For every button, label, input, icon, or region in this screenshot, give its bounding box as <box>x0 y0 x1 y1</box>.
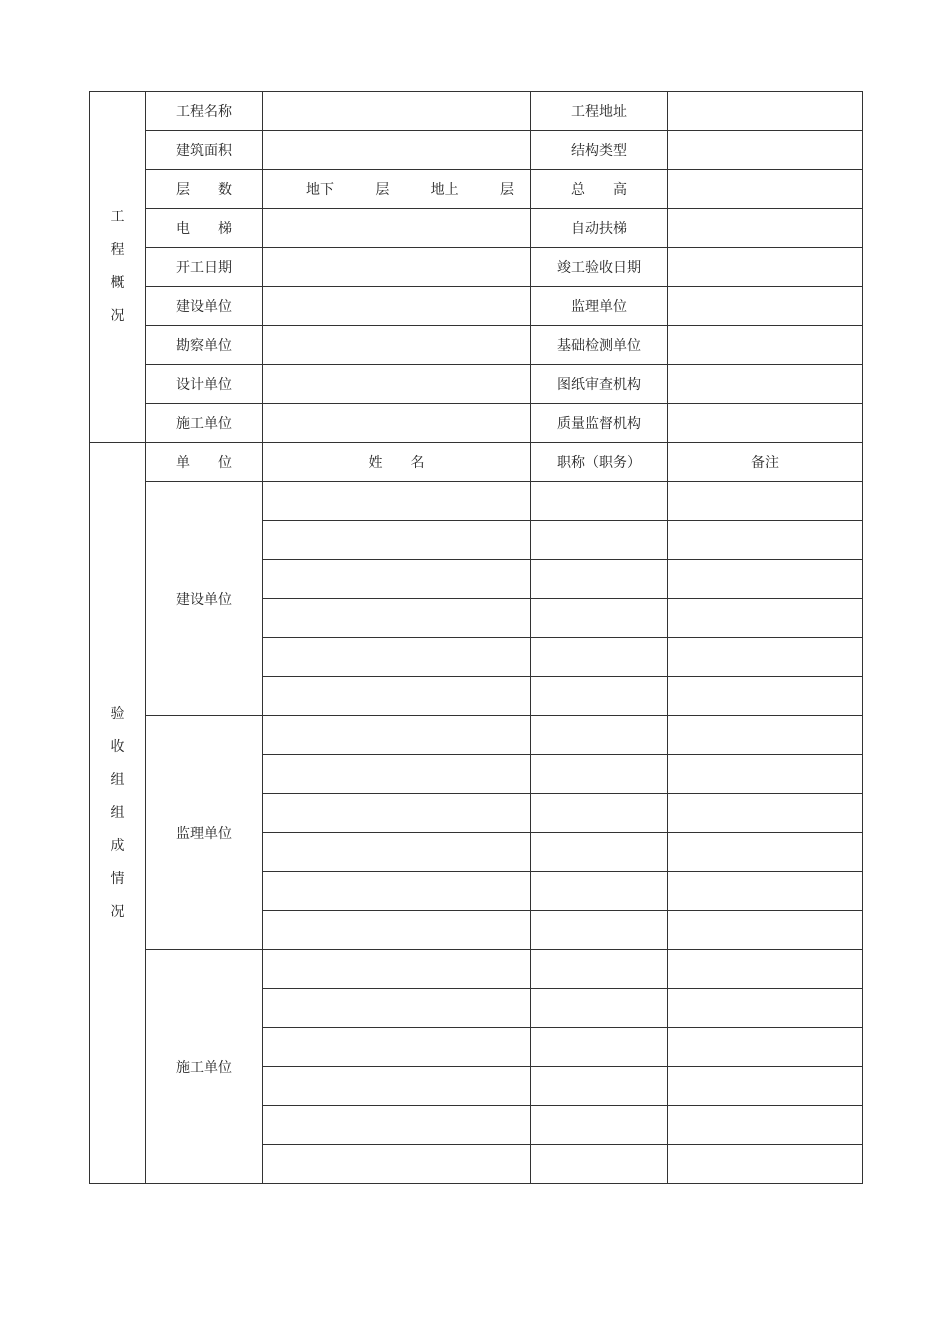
member-title-cell[interactable] <box>531 755 668 794</box>
member-title-cell[interactable] <box>531 950 668 989</box>
member-title-cell[interactable] <box>531 716 668 755</box>
committee-row <box>90 482 863 521</box>
committee-section-label <box>90 443 146 1184</box>
overview-row <box>90 326 863 365</box>
field-value[interactable] <box>668 404 863 443</box>
member-title-cell[interactable] <box>531 1067 668 1106</box>
member-title-cell[interactable] <box>531 1145 668 1184</box>
field-value[interactable] <box>668 248 863 287</box>
field-label: 基础检测单位 <box>531 326 668 365</box>
member-remark-cell[interactable] <box>668 989 863 1028</box>
member-title-cell[interactable] <box>531 677 668 716</box>
member-remark-cell[interactable] <box>668 677 863 716</box>
field-value[interactable] <box>263 326 531 365</box>
member-remark-cell[interactable] <box>668 794 863 833</box>
field-label: 工程名称 <box>146 92 263 131</box>
field-label: 开工日期 <box>146 248 263 287</box>
member-name-cell[interactable] <box>263 755 531 794</box>
field-value[interactable] <box>668 209 863 248</box>
member-name-cell[interactable] <box>263 677 531 716</box>
overview-row <box>90 209 863 248</box>
member-remark-cell[interactable] <box>668 1106 863 1145</box>
header-name: 姓 名 <box>263 443 531 482</box>
group-unit-label: 监理单位 <box>146 716 263 950</box>
field-value[interactable] <box>668 131 863 170</box>
field-value[interactable] <box>668 287 863 326</box>
header-unit: 单 位 <box>146 443 263 482</box>
field-value[interactable] <box>263 287 531 326</box>
field-label: 监理单位 <box>531 287 668 326</box>
floors-underground: 地下 <box>306 182 334 198</box>
committee-section-text: 验收组组成情况 <box>110 705 125 920</box>
field-value[interactable] <box>263 365 531 404</box>
field-label: 建筑面积 <box>146 131 263 170</box>
member-title-cell[interactable] <box>531 989 668 1028</box>
header-title: 职称（职务） <box>531 443 668 482</box>
floors-floor2: 层 <box>499 182 514 198</box>
member-remark-cell[interactable] <box>668 560 863 599</box>
member-remark-cell[interactable] <box>668 1067 863 1106</box>
field-value[interactable] <box>263 404 531 443</box>
overview-row <box>90 365 863 404</box>
member-remark-cell[interactable] <box>668 638 863 677</box>
field-label: 竣工验收日期 <box>531 248 668 287</box>
member-title-cell[interactable] <box>531 1028 668 1067</box>
member-title-cell[interactable] <box>531 911 668 950</box>
field-value[interactable] <box>668 170 863 209</box>
field-label: 自动扶梯 <box>531 209 668 248</box>
overview-row <box>90 170 863 209</box>
overview-section-label <box>90 92 146 443</box>
overview-row <box>90 248 863 287</box>
field-value[interactable] <box>263 170 531 209</box>
field-label: 施工单位 <box>146 404 263 443</box>
floors-aboveground: 地上 <box>430 182 459 198</box>
member-name-cell[interactable] <box>263 599 531 638</box>
member-name-cell[interactable] <box>263 833 531 872</box>
field-label: 总 高 <box>531 170 668 209</box>
member-name-cell[interactable] <box>263 950 531 989</box>
member-remark-cell[interactable] <box>668 755 863 794</box>
floors-floor1: 层 <box>375 182 390 198</box>
field-label: 建设单位 <box>146 287 263 326</box>
floors-inline <box>263 179 530 199</box>
member-remark-cell[interactable] <box>668 716 863 755</box>
member-remark-cell[interactable] <box>668 599 863 638</box>
committee-header-row <box>90 443 863 482</box>
member-title-cell[interactable] <box>531 1106 668 1145</box>
member-name-cell[interactable] <box>263 1028 531 1067</box>
committee-row <box>90 950 863 989</box>
member-name-cell[interactable] <box>263 560 531 599</box>
field-label: 工程地址 <box>531 92 668 131</box>
overview-row <box>90 404 863 443</box>
member-remark-cell[interactable] <box>668 833 863 872</box>
member-name-cell[interactable] <box>263 794 531 833</box>
member-name-cell[interactable] <box>263 638 531 677</box>
member-remark-cell[interactable] <box>668 950 863 989</box>
member-name-cell[interactable] <box>263 911 531 950</box>
committee-row <box>90 716 863 755</box>
field-value[interactable] <box>263 209 531 248</box>
member-remark-cell[interactable] <box>668 482 863 521</box>
overview-row <box>90 131 863 170</box>
field-label: 图纸审查机构 <box>531 365 668 404</box>
overview-row <box>90 92 863 131</box>
field-value[interactable] <box>668 92 863 131</box>
member-title-cell[interactable] <box>531 794 668 833</box>
member-remark-cell[interactable] <box>668 911 863 950</box>
member-name-cell[interactable] <box>263 716 531 755</box>
field-label: 电 梯 <box>146 209 263 248</box>
group-unit-label: 施工单位 <box>146 950 263 1184</box>
member-name-cell[interactable] <box>263 521 531 560</box>
member-name-cell[interactable] <box>263 482 531 521</box>
field-value[interactable] <box>668 326 863 365</box>
member-remark-cell[interactable] <box>668 872 863 911</box>
header-remark: 备注 <box>668 443 863 482</box>
member-name-cell[interactable] <box>263 872 531 911</box>
member-name-cell[interactable] <box>263 989 531 1028</box>
member-title-cell[interactable] <box>531 638 668 677</box>
member-title-cell[interactable] <box>531 599 668 638</box>
field-label: 质量监督机构 <box>531 404 668 443</box>
member-title-cell[interactable] <box>531 560 668 599</box>
field-label: 结构类型 <box>531 131 668 170</box>
member-title-cell[interactable] <box>531 833 668 872</box>
member-title-cell[interactable] <box>531 521 668 560</box>
member-remark-cell[interactable] <box>668 1145 863 1184</box>
member-title-cell[interactable] <box>531 482 668 521</box>
group-unit-label: 建设单位 <box>146 482 263 716</box>
member-name-cell[interactable] <box>263 1145 531 1184</box>
member-name-cell[interactable] <box>263 1067 531 1106</box>
field-label: 勘察单位 <box>146 326 263 365</box>
member-title-cell[interactable] <box>531 872 668 911</box>
acceptance-form-table <box>89 91 863 1184</box>
member-name-cell[interactable] <box>263 1106 531 1145</box>
field-value[interactable] <box>263 131 531 170</box>
overview-row <box>90 287 863 326</box>
field-value[interactable] <box>263 92 531 131</box>
member-remark-cell[interactable] <box>668 1028 863 1067</box>
overview-section-text: 工程概况 <box>110 209 125 324</box>
field-label: 层 数 <box>146 170 263 209</box>
member-remark-cell[interactable] <box>668 521 863 560</box>
field-value[interactable] <box>263 248 531 287</box>
field-label: 设计单位 <box>146 365 263 404</box>
field-value[interactable] <box>668 365 863 404</box>
